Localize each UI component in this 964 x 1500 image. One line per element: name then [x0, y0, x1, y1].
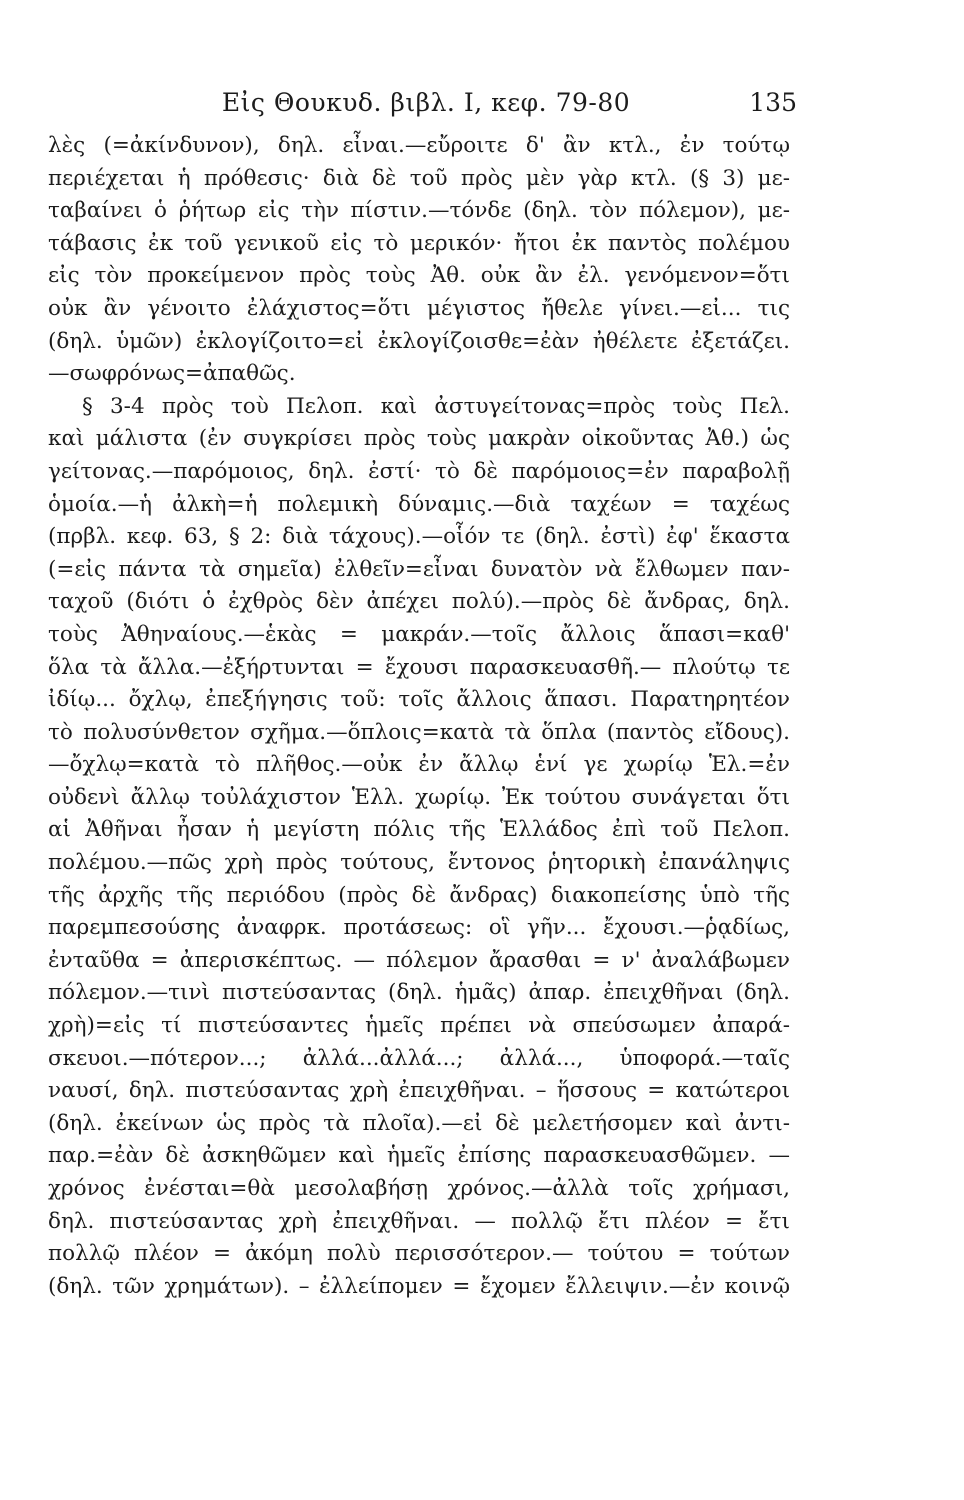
text-line: οὐδενὶ ἄλλῳ τοὐλάχιστον Ἑλλ. χωρίῳ. Ἐκ τούτου συνάγεται ὅτι — [48, 784, 790, 810]
text-line: ἐνταῦθα = ἀπερισκέπτως. — πόλεμον ἄρασθαι = ν' ἀναλάβωμεν — [48, 947, 790, 973]
text-line: πόλεμον.—τινὶ πιστεύσαντας (δηλ. ἡμᾶς) ἀπαρ. ἐπειχθῆναι (δηλ. — [48, 980, 790, 1006]
text-line: ὅλα τὰ ἄλλα.—ἐξήρτυνται = ἔχουσι παρασκευασθῆ.— πλούτῳ τε — [48, 654, 790, 680]
commentary-text — [48, 130, 790, 1303]
text-line: σκευοι.—πότερον...; ἀλλά...ἀλλά...; ἀλλά..., ὑποφορά.—ταῖς — [48, 1045, 790, 1071]
text-line: οὐκ ἂν γένοιτο ἐλάχιστος=ὅτι μέγιστος ἤθελε γίνει.—εἰ... τις — [48, 295, 790, 321]
text-line: αἱ Ἀθῆναι ἦσαν ἡ μεγίστη πόλις τῆς Ἑλλάδος ἐπὶ τοῦ Πελοπ. — [48, 817, 790, 843]
text-line: γείτονας.—παρόμοιος, δηλ. ἐστί· τὸ δὲ παρόμοιος=ἐν παραβολῇ — [48, 458, 790, 484]
text-line: —ὄχλῳ=κατὰ τὸ πλῆθος.—οὐκ ἐν ἄλλῳ ἑνί γε χωρίῳ Ἑλ.=ἐν — [48, 752, 790, 778]
text-line: χρὴ)=εἰς τί πιστεύσαντες ἡμεῖς πρέπει νὰ σπεύσωμεν ἀπαρά- — [48, 1013, 790, 1039]
text-line: παρεμπεσούσης ἀναφρκ. προτάσεως: οἳ γῆν... ἔχουσι.—ῥᾳδίως, — [48, 915, 790, 941]
text-line: ταβαίνει ὁ ῥήτωρ εἰς τὴν πίστιν.—τόνδε (δηλ. τὸν πόλεμον), με- — [48, 198, 790, 224]
text-line: (δηλ. ἐκείνων ὡς πρὸς τὰ πλοῖα).—εἰ δὲ μελετήσομεν καὶ ἀντι- — [48, 1110, 790, 1136]
text-line: παρ.=ἐὰν δὲ ἀσκηθῶμεν καὶ ἡμεῖς ἐπίσης παρασκευασθῶμεν. — — [48, 1143, 790, 1169]
text-line: πολλῷ πλέον = ἀκόμη πολὺ περισσότερον.— τούτου = τούτων — [48, 1241, 790, 1267]
text-line: εἰς τὸν προκείμενον πρὸς τοὺς Ἀθ. οὐκ ἂν ἐλ. γενόμενον=ὅτι — [48, 263, 790, 289]
text-line: πολέμου.—πῶς χρὴ πρὸς τούτους, ἔντονος ῥητορικὴ ἐπανάληψις — [48, 850, 790, 876]
text-line: ναυσί, δηλ. πιστεύσαντας χρὴ ἐπειχθῆναι. – ἥσσους = κατώτεροι — [48, 1078, 790, 1104]
running-title: Εἰς Θουκυδ. βιβλ. I, κεφ. 79-80 — [221, 88, 631, 117]
text-line: λὲς (=ἀκίνδυνον), δηλ. εἶναι.—εὔροιτε δ' ἂν κτλ., ἐν τούτῳ — [48, 133, 790, 158]
text-line: τῆς ἀρχῆς τῆς περιόδου (πρὸς δὲ ἄνδρας) διακοπείσης ὑπὸ τῆς — [48, 882, 790, 908]
text-line: —σωφρόνως=ἀπαθῶς. — [48, 361, 296, 387]
running-head — [55, 88, 797, 122]
text-line: ταχοῦ (διότι ὁ ἐχθρὸς δὲν ἀπέχει πολύ).—πρὸς δὲ ἄνδρας, δηλ. — [48, 589, 790, 615]
text-line: § 3-4 πρὸς τοὺ Πελοπ. καὶ ἀστυγείτονας=πρὸς τοὺς Πελ. — [82, 393, 790, 419]
text-line: τάβασις ἐκ τοῦ γενικοῦ εἰς τὸ μερικόν· ἤτοι ἐκ παντὸς πολέμου — [48, 230, 790, 256]
text-line: (πρβλ. κεφ. 63, § 2: διὰ τάχους).—οἷόν τε (δηλ. ἐστὶ) ἐφ' ἕκαστα — [48, 524, 790, 550]
text-line: τοὺς Ἀθηναίους.—ἑκὰς = μακράν.—τοῖς ἄλλοις ἅπασι=καθ' — [48, 621, 790, 647]
text-line: (δηλ. τῶν χρημάτων). – ἐλλείπομεν = ἔχομεν ἔλλειψιν.—ἐν κοινῷ — [48, 1273, 790, 1299]
text-line: περιέχεται ἡ πρόθεσις· διὰ δὲ τοῦ πρὸς μὲν γὰρ κτλ. (§ 3) με- — [48, 165, 790, 191]
text-line: χρόνος ἐνέσται=θὰ μεσολαβήσῃ χρόνος.—ἀλλὰ τοῖς χρήμασι, — [48, 1176, 790, 1201]
text-line: ὁμοία.—ἡ ἀλκὴ=ἡ πολεμικὴ δύναμις.—διὰ ταχέων = ταχέως — [48, 491, 790, 517]
text-line: ἰδίῳ... ὄχλῳ, ἐπεξήγησις τοῦ: τοῖς ἄλλοις ἅπασι. Παρατηρητέον — [48, 687, 790, 713]
text-line: (=εἰς πάντα τὰ σημεῖα) ἐλθεῖν=εἶναι δυνατὸν νὰ ἔλθωμεν παν- — [48, 556, 790, 582]
page-number: 135 — [749, 88, 797, 117]
text-line: δηλ. πιστεύσαντας χρὴ ἐπειχθῆναι. — πολλῷ ἔτι πλέον = ἔτι — [48, 1208, 790, 1234]
text-line: (δηλ. ὑμῶν) ἐκλογίζοιτο=εἰ ἐκλογίζοισθε=ἐὰν ἠθέλετε ἐξετάζει. — [48, 328, 790, 354]
text-line: καὶ μάλιστα (ἐν συγκρίσει πρὸς τοὺς μακρὰν οἰκοῦντας Ἀθ.) ὡς — [48, 426, 790, 452]
text-line: τὸ πολυσύνθετον σχῆμα.—ὅπλοις=κατὰ τὰ ὅπλα (παντὸς εἴδους). — [48, 719, 790, 745]
